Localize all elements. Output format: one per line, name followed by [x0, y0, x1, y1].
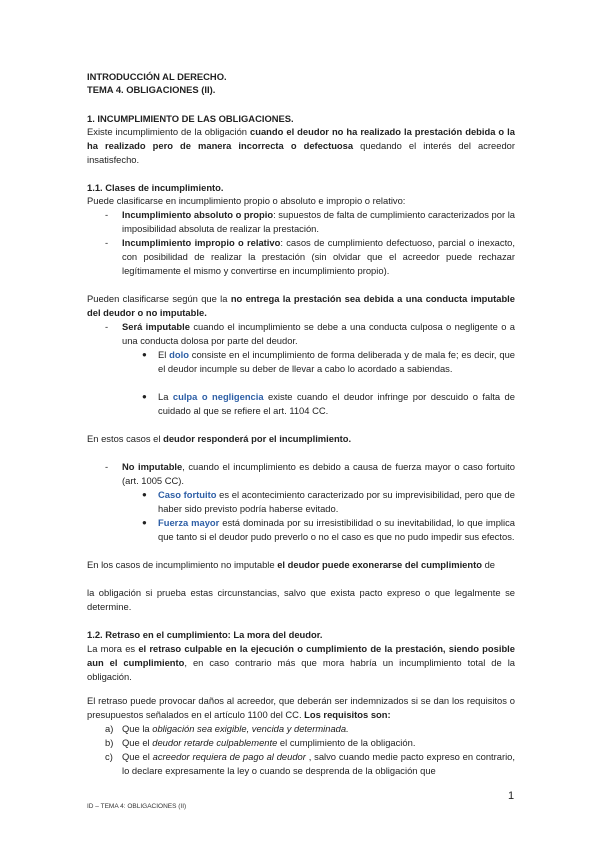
keyword: dolo — [169, 349, 189, 360]
course-title: INTRODUCCIÓN AL DERECHO. — [87, 71, 227, 82]
text-run: , en caso contrario más que mora habría un incumplimiento total de la obligación. — [87, 657, 515, 682]
text-run-bold: Será imputable — [122, 321, 190, 332]
section-1-1-intro: Puede clasificarse en incumplimiento propio o absoluto e impropio o relativo: — [87, 195, 406, 206]
text-run-bold: cuando el deudor no ha realizado la prestación debida o la ha realizado pero de manera incorrecta o defectuosa — [87, 126, 515, 151]
text-run-bold: el retraso culpable en la ejecución o cumplimiento de la prestación, siendo posible aun el cumplimiento — [87, 643, 515, 668]
bullet-culpa — [158, 390, 515, 418]
text-run-bold: Incumplimiento absoluto o propio — [122, 209, 274, 220]
text-run: quedando el interés del acreedor insatisfecho. — [87, 140, 515, 165]
text-run-italic: deudor retarde culpablemente — [152, 737, 278, 748]
text-run: Que el — [122, 751, 153, 762]
text-run: Que el — [122, 737, 153, 748]
list-letter: a) — [105, 723, 114, 734]
text-run: está dominada por su irresistibilidad o su inevitabilidad, lo que implica que tanto si el deudor pudo preverlo o no el caso es que no pudo impedir sus efectos. — [158, 517, 515, 542]
text-run: Que la — [122, 723, 153, 734]
requirement-c — [122, 750, 515, 778]
text-run-bold: Los requisitos son: — [304, 709, 391, 720]
keyword: Caso fortuito — [158, 489, 217, 500]
list-letter: c) — [105, 751, 113, 762]
text-run: La mora es — [87, 643, 139, 654]
bullet-icon: ● — [142, 490, 147, 499]
text-run-bold: No imputable — [122, 461, 183, 472]
text-run-bold: deudor responderá por el incumplimiento. — [163, 433, 352, 444]
page-number: 1 — [508, 790, 515, 802]
mora-paragraph — [87, 642, 515, 684]
bullet-icon: ● — [142, 518, 147, 527]
list-dash: - — [105, 461, 109, 472]
text-run: Pueden clasificarse según que la — [87, 293, 231, 304]
list-item-relativo — [122, 236, 515, 278]
text-run-italic: acreedor requiera de pago al deudor — [152, 751, 306, 762]
section-1-paragraph — [87, 125, 515, 167]
text-run: En estos casos el — [87, 433, 164, 444]
section-1-heading: 1. INCUMPLIMIENTO DE LAS OBLIGACIONES. — [87, 113, 294, 124]
text-run: cuando el incumplimiento se debe a una conducta culposa o negligente o a una conducta dolosa por parte del deudor. — [122, 321, 516, 346]
text-run: el cumplimiento de la obligación. — [277, 737, 416, 748]
bullet-icon: ● — [142, 392, 147, 401]
text-run-italic: obligación sea exigible, vencida y determinada. — [152, 723, 349, 734]
bullet-icon: ● — [142, 350, 147, 359]
list-item-imputable — [122, 320, 515, 348]
keyword: culpa o negligencia — [172, 391, 264, 402]
text-run: El — [158, 349, 170, 360]
bullet-caso-fortuito — [158, 488, 515, 516]
text-run: , cuando el incumplimiento es debido a causa de fuerza mayor o caso fortuito (art. 1005 CC). — [122, 461, 515, 486]
text-run-bold: el deudor puede exonerarse del cumplimiento — [277, 559, 482, 570]
page-footer: ID – TEMA 4: OBLIGACIONES (II) — [87, 803, 187, 810]
list-item-no-imputable — [122, 460, 515, 488]
bullet-dolo — [158, 348, 515, 376]
section-1-1-heading: 1.1. Clases de incumplimiento. — [87, 182, 224, 193]
responsibility-paragraph — [87, 432, 515, 446]
exoneration-paragraph — [87, 558, 515, 572]
text-run: : supuestos de falta de cumplimiento caracterizados por la imposibilidad absoluta de realizar la prestación. — [122, 209, 515, 234]
topic-title: TEMA 4. OBLIGACIONES (II). — [87, 84, 216, 95]
list-dash: - — [105, 321, 109, 332]
text-run-bold: Incumplimiento impropio o relativo — [122, 237, 281, 248]
damages-paragraph — [87, 694, 515, 722]
text-run: La — [158, 391, 173, 402]
bullet-fuerza-mayor — [158, 516, 515, 544]
text-run: es el acontecimiento caracterizado por su imprevisibilidad, pero que de haber sido previsto podría haberse evitado. — [158, 489, 515, 514]
text-run: En los casos de incumplimiento no imputable — [87, 559, 278, 570]
text-run: : casos de cumplimiento defectuoso, parcial o inexacto, con posibilidad de realizar la prestación (sin olvidar que el acreedor puede rechazar legítimamente el mismo y convertirse en incumplimiento propio). — [122, 237, 516, 276]
list-dash: - — [105, 209, 109, 220]
list-dash: - — [105, 237, 109, 248]
text-run: El retraso puede provocar daños al acreedor, que deberán ser indemnizados si se dan los requisitos o presupuestos señalados en el artículo 1100 del CC. — [87, 695, 515, 720]
text-run: , salvo cuando medie pacto expreso en contrario, lo declare expresamente la ley o cuando se desprenda de la obligación que — [122, 751, 515, 776]
list-item-absoluto — [122, 208, 515, 236]
section-1-2-heading: 1.2. Retraso en el cumplimiento: La mora del deudor. — [87, 629, 323, 640]
exoneration-paragraph-cont: la obligación si prueba estas circunstancias, salvo que exista pacto expreso o que legalmente se determine. — [87, 587, 515, 612]
requirement-b — [122, 736, 515, 750]
list-letter: b) — [105, 737, 114, 748]
imputability-paragraph — [87, 292, 515, 320]
text-run: consiste en el incumplimiento de forma deliberada y de mala fe; es decir, que el deudor incumple su deber de llevar a cabo lo acordado a sabiendas. — [158, 349, 515, 374]
text-run: existe cuando el deudor infringe por descuido o falta de cuidado al que se refiere el art. 1104 CC. — [158, 391, 515, 416]
keyword: Fuerza mayor — [158, 517, 220, 528]
text-run: de — [481, 559, 496, 570]
text-run-bold: no entrega la prestación sea debida a una conducta imputable del deudor o no imputable. — [87, 293, 515, 318]
requirement-a — [122, 722, 515, 736]
text-run: Existe incumplimiento de la obligación — [87, 126, 251, 137]
